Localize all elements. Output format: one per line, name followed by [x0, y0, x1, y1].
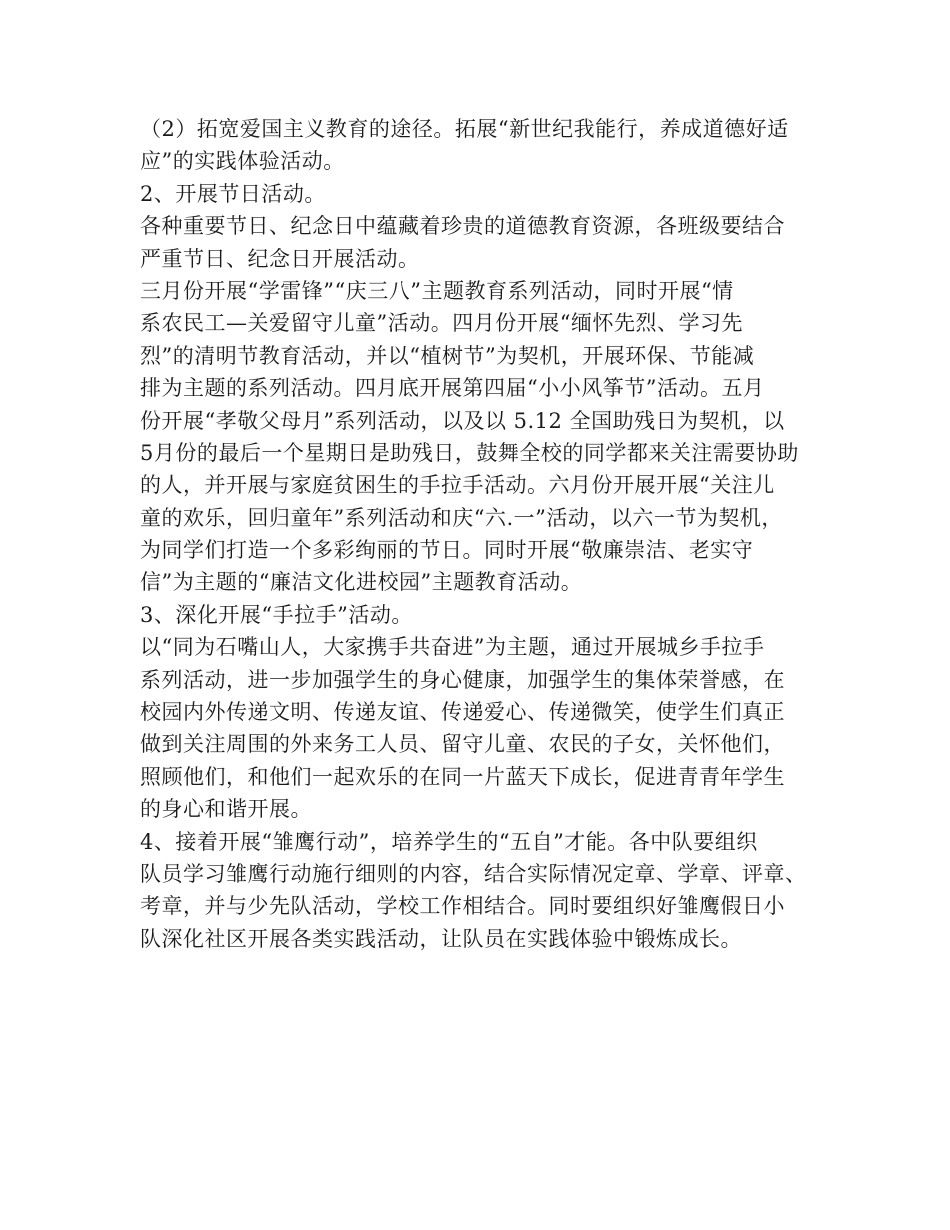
text-line: 系列活动，进一步加强学生的身心健康，加强学生的集体荣誉感，在 [140, 667, 785, 692]
text-line: 的人，并开展与家庭贫困生的手拉手活动。六月份开展开展“关注儿 [140, 473, 775, 498]
text-line: 信”为主题的“廉洁文化进校园”主题教育活动。 [140, 570, 583, 595]
document-body [140, 113, 830, 955]
section-heading: 4、接着开展“雏鹰行动”，培养学生的“五自”才能。各中队要组织 [140, 829, 758, 854]
text-line: 以“同为石嘴山人，大家携手共奋进”为主题，通过开展城乡手拉手 [140, 635, 765, 660]
text-line: 童的欢乐，回归童年”系列活动和庆“六.一”活动，以六一节为契机， [140, 505, 783, 530]
text-line: 的身心和谐开展。 [140, 797, 312, 822]
text-line: 三月份开展“学雷锋”“庆三八”主题教育系列活动，同时开展“情 [140, 278, 734, 303]
text-line: 队深化社区开展各类实践活动，让队员在实践体验中锻炼成长。 [140, 926, 742, 951]
text-line: 校园内外传递文明、传递友谊、传递爱心、传递微笑，使学生们真正 [140, 700, 785, 725]
text-line: 为同学们打造一个多彩绚丽的节日。同时开展“敬廉崇洁、老实守 [140, 538, 754, 563]
text-line: 考章，并与少先队活动，学校工作相结合。同时要组织好雏鹰假日小 [140, 894, 785, 919]
text-line: 做到关注周围的外来务工人员、留守儿童、农民的子女，关怀他们， [140, 732, 785, 757]
text-line: 照顾他们，和他们一起欢乐的在同一片蓝天下成长，促进青青年学生 [140, 764, 785, 789]
text-line: 各种重要节日、纪念日中蕴藏着珍贵的道德教育资源，各班级要结合 [140, 214, 785, 239]
text-line: 烈”的清明节教育活动，并以“植树节”为契机，开展环保、节能减 [140, 343, 755, 368]
text-line: 5月份的最后一个星期日是助残日，鼓舞全校的同学都来关注需要协助 [140, 440, 799, 465]
text-line: 严重节日、纪念日开展活动。 [140, 246, 420, 271]
section-heading: 2、开展节日活动。 [140, 181, 326, 206]
text-line: 队员学习雏鹰行动施行细则的内容，结合实际情况定章、学章、评章、 [140, 861, 807, 886]
text-line: 份开展“孝敬父母月”系列活动，以及以 5.12 全国助残日为契机，以 [140, 408, 785, 433]
section-heading: 3、深化开展“手拉手”活动。 [140, 602, 413, 627]
text-line: 应”的实践体验活动。 [140, 149, 345, 174]
text-line: （2）拓宽爱国主义教育的途径。拓展“新世纪我能行，养成道德好适 [140, 117, 789, 141]
text-line: 排为主题的系列活动。四月底开展第四届“小小风筝节”活动。五月 [140, 376, 765, 401]
text-line: 系农民工—关爱留守儿童”活动。四月份开展“缅怀先烈、学习先 [140, 311, 743, 336]
